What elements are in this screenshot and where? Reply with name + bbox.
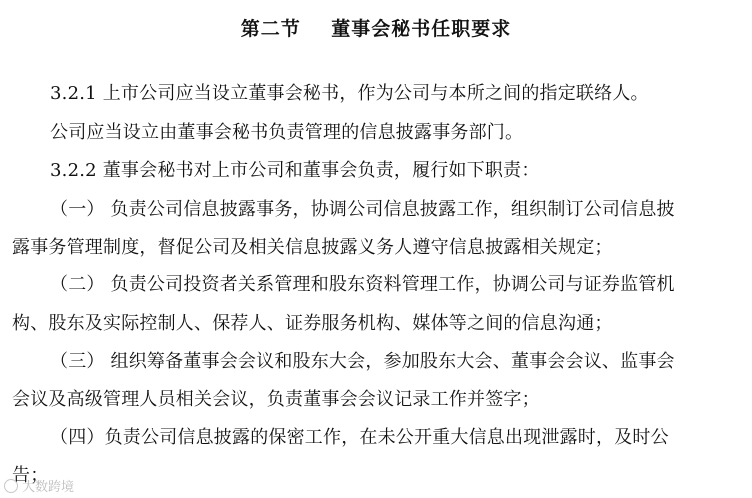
circle-logo-icon (4, 479, 18, 493)
paragraph-line: 构、股东及实际控制人、保荐人、证券服务机构、媒体等之间的信息沟通； (12, 313, 613, 334)
watermark (4, 476, 74, 495)
paragraph-line: 3.2.1 上市公司应当设立董事会秘书，作为公司与本所之间的指定联络人。 (50, 83, 649, 104)
paragraph-line: （四）负责公司信息披露的保密工作，在未公开重大信息出现泄露时，及时公 (50, 427, 669, 448)
section-title: 第二节 董事会秘书任职要求 (240, 18, 512, 40)
paragraph-line: 会议及高级管理人员相关会议，负责董事会会议记录工作并签字； (12, 389, 540, 410)
paragraph-line: 公司应当设立由董事会秘书负责管理的信息披露事务部门。 (50, 122, 524, 143)
paragraph-line: （三） 组织筹备董事会会议和股东大会，参加股东大会、董事会会议、监事会 (50, 351, 675, 372)
paragraph-line: （二） 负责公司投资者关系管理和股东资料管理工作，协调公司与证券监管机 (50, 274, 675, 295)
paragraph-line: 告； (12, 465, 49, 486)
paragraph-line: （一） 负责公司信息披露事务，协调公司信息披露工作，组织制订公司信息披 (50, 199, 675, 220)
paragraph-line: 露事务管理制度，督促公司及相关信息披露义务人遵守信息披露相关规定； (12, 237, 613, 258)
watermark-text: 大数跨境 (22, 480, 75, 495)
paragraph-line: 3.2.2 董事会秘书对上市公司和董事会负责，履行如下职责： (50, 160, 540, 181)
